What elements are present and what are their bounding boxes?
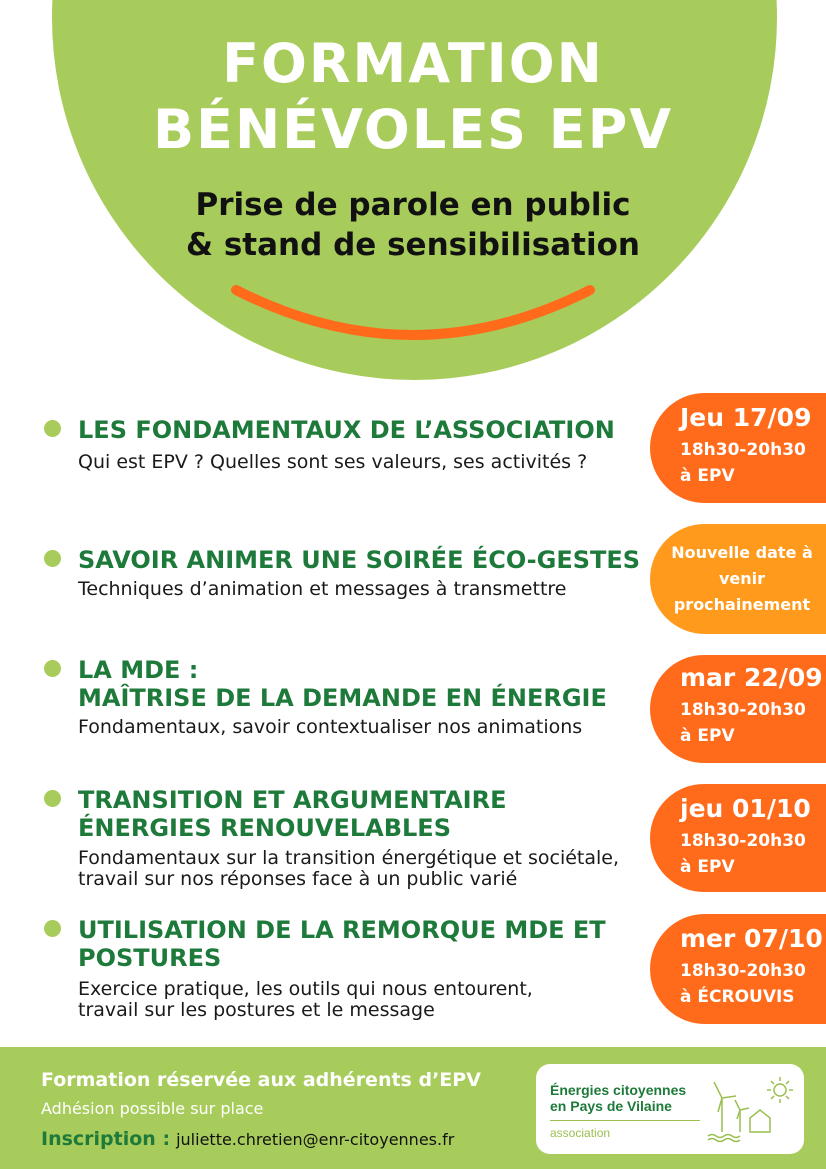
session-title: UTILISATION DE LA REMORQUE MDE ET POSTURES — [78, 916, 606, 972]
badge-day: mar 22/09 — [680, 663, 823, 692]
association-logo — [536, 1064, 804, 1154]
bullet-icon — [44, 790, 61, 807]
reserved-notice: Formation réservée aux adhérents d’EPV — [41, 1069, 481, 1091]
badge-time: 18h30-20h30 — [680, 961, 806, 981]
session-description: Qui est EPV ? Quelles sont ses valeurs, ses activités ? — [78, 451, 588, 473]
session-title: LA MDE : MAÎTRISE DE LA DEMANDE EN ÉNERGIE — [78, 656, 607, 712]
subtitle-line-2: & stand de sensibilisation — [186, 227, 640, 263]
badge-time: 18h30-20h30 — [680, 440, 806, 460]
smile-decoration — [228, 262, 598, 342]
session-title: SAVOIR ANIMER UNE SOIRÉE ÉCO-GESTES — [78, 546, 641, 574]
logo-line-2: en Pays de Vilaine — [550, 1098, 672, 1114]
badge-time: 18h30-20h30 — [680, 700, 806, 720]
wind-turbine-sun-house-icon — [706, 1074, 796, 1144]
date-note-badge: Nouvelle date à venir prochainement — [650, 524, 826, 634]
title-line-1: FORMATION — [222, 32, 604, 95]
date-badge — [650, 655, 826, 763]
session-description: Techniques d’animation et messages à transmettre — [78, 578, 567, 600]
badge-place: à ÉCROUVIS — [680, 987, 795, 1007]
badge-place: à EPV — [680, 726, 735, 746]
badge-place: à EPV — [680, 857, 735, 877]
bullet-icon — [44, 550, 61, 567]
logo-line-3: association — [550, 1126, 611, 1140]
membership-notice: Adhésion possible sur place — [41, 1099, 264, 1118]
bullet-icon — [44, 660, 61, 677]
logo-divider — [550, 1120, 700, 1121]
badge-day: Jeu 17/09 — [680, 403, 812, 432]
badge-place: à EPV — [680, 466, 735, 486]
session-description: Fondamentaux sur la transition énergétique et sociétale, travail sur nos réponses face à un public varié — [78, 847, 620, 890]
badge-day: jeu 01/10 — [680, 794, 811, 823]
session-title: TRANSITION ET ARGUMENTAIRE ÉNERGIES RENOUVELABLES — [78, 786, 507, 842]
logo-line-1: Énergies citoyennes — [550, 1082, 687, 1098]
date-badge — [650, 393, 826, 503]
signup-line — [41, 1127, 454, 1152]
session-description: Fondamentaux, savoir contextualiser nos animations — [78, 716, 583, 738]
subtitle-line-1: Prise de parole en public — [195, 187, 631, 223]
date-badge — [650, 784, 826, 892]
signup-email-link[interactable]: juliette.chretien@enr-citoyennes.fr — [176, 1130, 455, 1149]
signup-label: Inscription : — [41, 1128, 171, 1150]
session-description: Exercice pratique, les outils qui nous entourent, travail sur les postures et le message — [78, 978, 533, 1021]
bullet-icon — [44, 920, 61, 937]
date-badge — [650, 914, 826, 1024]
badge-time: 18h30-20h30 — [680, 831, 806, 851]
title-line-2: BÉNÉVOLES EPV — [152, 98, 674, 161]
bullet-icon — [44, 420, 61, 437]
badge-day: mer 07/10 — [680, 924, 823, 953]
session-title: LES FONDAMENTAUX DE L’ASSOCIATION — [78, 416, 615, 444]
